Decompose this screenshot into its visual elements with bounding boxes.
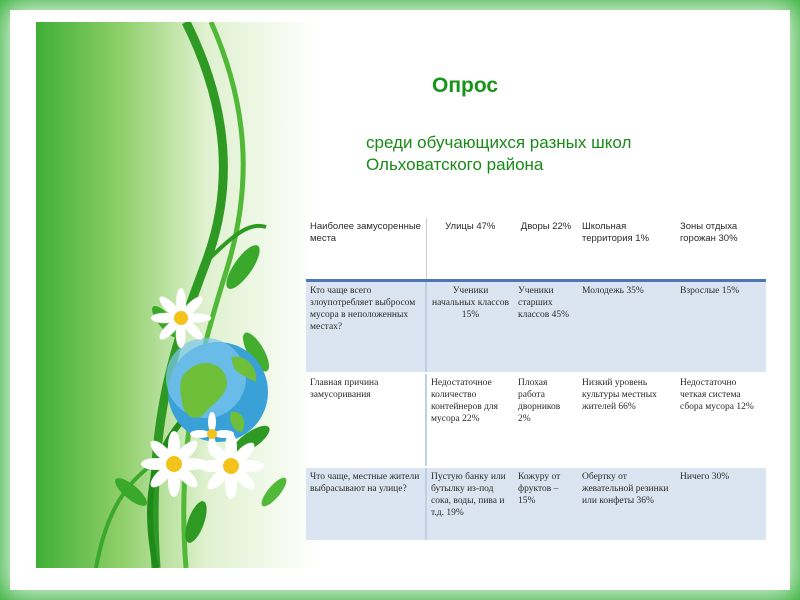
- table-cell: Улицы 47%: [426, 218, 514, 281]
- vine-globe-flowers-illustration: [36, 22, 319, 568]
- table-cell: Недостаточно четкая система сбора мусора 12%: [676, 373, 766, 467]
- table-cell: Ученики старших классов 45%: [514, 281, 578, 374]
- table-cell: Пустую банку или бутылку из-под сока, воды, пива и т.д. 19%: [426, 467, 514, 540]
- table-row: [306, 218, 766, 281]
- table-row: [306, 373, 766, 467]
- slide-subtitle: [366, 132, 631, 176]
- table-cell: Обертку от жевательной резинки или конфеты 36%: [578, 467, 676, 540]
- table-row: [306, 467, 766, 540]
- table-row: [306, 281, 766, 374]
- row-header: Главная причина замусоривания: [306, 373, 426, 467]
- survey-table: [306, 218, 766, 540]
- decorative-panel: [36, 22, 319, 568]
- table-cell: Ученики начальных классов 15%: [426, 281, 514, 374]
- row-header: Наиболее замусоренные места: [306, 218, 426, 281]
- table-cell: Ничего 30%: [676, 467, 766, 540]
- row-header: Что чаще, местные жители выбрасывают на улице?: [306, 467, 426, 540]
- slide-title: Опрос: [432, 74, 499, 97]
- table-cell: Дворы 22%: [514, 218, 578, 281]
- row-header: Кто чаще всего злоупотребляет выбросом мусора в неположенных местах?: [306, 281, 426, 374]
- table-cell: Взрослые 15%: [676, 281, 766, 374]
- table-cell: Молодежь 35%: [578, 281, 676, 374]
- table-cell: Плохая работа дворников 2%: [514, 373, 578, 467]
- table-cell: Зоны отдыха горожан 30%: [676, 218, 766, 281]
- subtitle-line-1: среди обучающихся разных школ: [366, 133, 632, 152]
- table-cell: Недостаточное количество контейнеров для мусора 22%: [426, 373, 514, 467]
- table-cell: Кожуру от фруктов – 15%: [514, 467, 578, 540]
- subtitle-line-2: Ольховатского района: [366, 155, 544, 174]
- table-cell: Низкий уровень культуры местных жителей 66%: [578, 373, 676, 467]
- table-cell: Школьная территория 1%: [578, 218, 676, 281]
